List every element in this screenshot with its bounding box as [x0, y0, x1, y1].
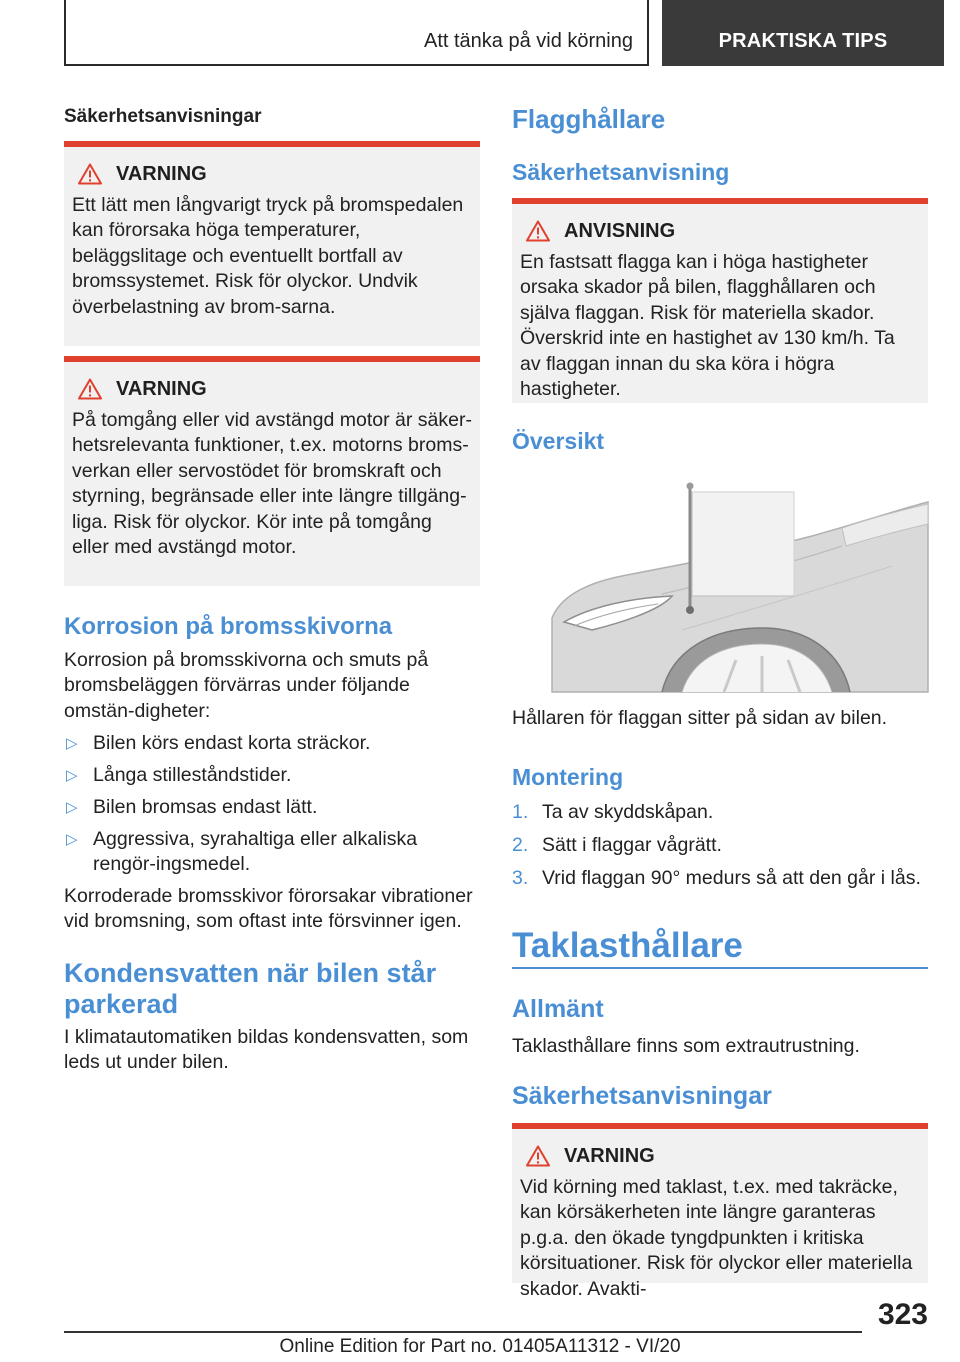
warning-box-2: [64, 356, 480, 586]
corrosion-outro: Korroderade bromsskivor förorsakar vibrationer vid bromsning, som oftast inte försvinner igen.: [64, 885, 473, 933]
warning-triangle-icon: [78, 378, 102, 400]
condensation-text: I klimatautomatiken bildas kondensvatten, som leds ut under bilen.: [64, 1026, 469, 1074]
list-item: ▷ Bilen bromsas endast lätt.: [64, 795, 480, 820]
condensation-heading: Kondensvatten när bilen står parkerad: [64, 958, 437, 1019]
general-text: Taklasthållare finns som extrautrustning.: [512, 1035, 860, 1057]
warning-label: VARNING: [116, 377, 207, 400]
notice-box: [512, 198, 928, 403]
list-item: ▷ Aggressiva, syrahaltiga eller alkaliska rengör-ingsmedel.: [64, 827, 480, 878]
warning-triangle-icon: [526, 220, 550, 242]
corrosion-intro: Korrosion på bromsskivorna och smuts på bromsbeläggen förvärras under följande omstän-digheter:: [64, 649, 429, 722]
general-heading: Allmänt: [512, 995, 604, 1023]
triangle-bullet-icon: ▷: [66, 831, 78, 848]
list-item: 2. Sätt i flaggar vågrätt.: [512, 834, 722, 856]
footer-edition: Online Edition for Part no. 01405A11312 - VI/20: [279, 1336, 681, 1357]
safety-heading-left: Säkerhetsanvisningar: [64, 106, 262, 127]
corrosion-heading: Korrosion på bromsskivorna: [64, 613, 393, 640]
flag-safety-heading: Säkerhetsanvisning: [512, 159, 730, 185]
warning-label: VARNING: [564, 1144, 655, 1167]
roof-carrier-title: Taklasthållare: [512, 926, 743, 965]
warning-label: VARNING: [116, 162, 207, 185]
flag-holder-title: Flagghållare: [512, 104, 666, 134]
warning-text: Ett lätt men långvarigt tryck på bromspedalen kan förorsaka höga temperaturer, beläggslitage och eventuellt bortfall av bromssystemet. Risk för olyckor. Undvik överbelastning av brom-sarna.: [72, 194, 464, 318]
list-item: ▷ Långa stilleståndstider.: [64, 763, 480, 788]
warning-triangle-icon: [78, 163, 102, 185]
flag-holder-illustration: [512, 480, 928, 692]
roof-safety-heading: Säkerhetsanvisningar: [512, 1082, 772, 1110]
warning-box-3: [512, 1123, 928, 1300]
warning-text: På tomgång eller vid avstängd motor är säker-hetsrelevanta funktioner, t.ex. motorns broms-verkan eller servostödet för bromskraft och styrning, begränsade eller inte längre tillgäng-liga. Risk för olyckor. Kör inte på tomgång eller med avstängd motor.: [72, 409, 472, 559]
triangle-bullet-icon: ▷: [66, 767, 78, 784]
list-item: 1. Ta av skyddskåpan.: [512, 801, 714, 823]
notice-text: En fastsatt flagga kan i höga hastigheter orsaka skador på bilen, flagghållaren och själva flaggan. Risk för materiella skador. Överskrid inte en hastighet av 130 km/h. Ta av flaggan innan du ska köra i högra hastigheter.: [520, 251, 895, 401]
mounting-heading: Montering: [512, 764, 624, 790]
overview-heading: Översikt: [512, 428, 605, 454]
footer-divider: [64, 1331, 862, 1333]
triangle-bullet-icon: ▷: [66, 735, 78, 752]
warning-triangle-icon: [526, 1145, 550, 1167]
list-item: ▷ Bilen körs endast korta sträckor.: [64, 731, 480, 756]
header-chapter-tab: [662, 0, 944, 66]
triangle-bullet-icon: ▷: [66, 799, 78, 816]
warning-text: Vid körning med taklast, t.ex. med takräcke, kan körsäkerheten inte längre garanteras p.g.a. den ökade tyngdpunkten i kritiska körsituationer. Risk för olyckor eller materiella skador. Avakti-: [520, 1176, 913, 1300]
title-underline: [512, 967, 928, 969]
list-item: 3. Vrid flaggan 90° medurs så att den går i lås.: [512, 867, 921, 889]
illustration-caption: Hållaren för flaggan sitter på sidan av bilen.: [512, 707, 888, 729]
notice-label: ANVISNING: [564, 219, 676, 242]
page-number: 323: [877, 1298, 928, 1331]
header-chapter-title: PRAKTISKA TIPS: [718, 30, 888, 52]
header-section-box: [64, 0, 649, 66]
warning-box-1: [64, 141, 480, 346]
header-section-title: Att tänka på vid körning: [423, 30, 633, 52]
